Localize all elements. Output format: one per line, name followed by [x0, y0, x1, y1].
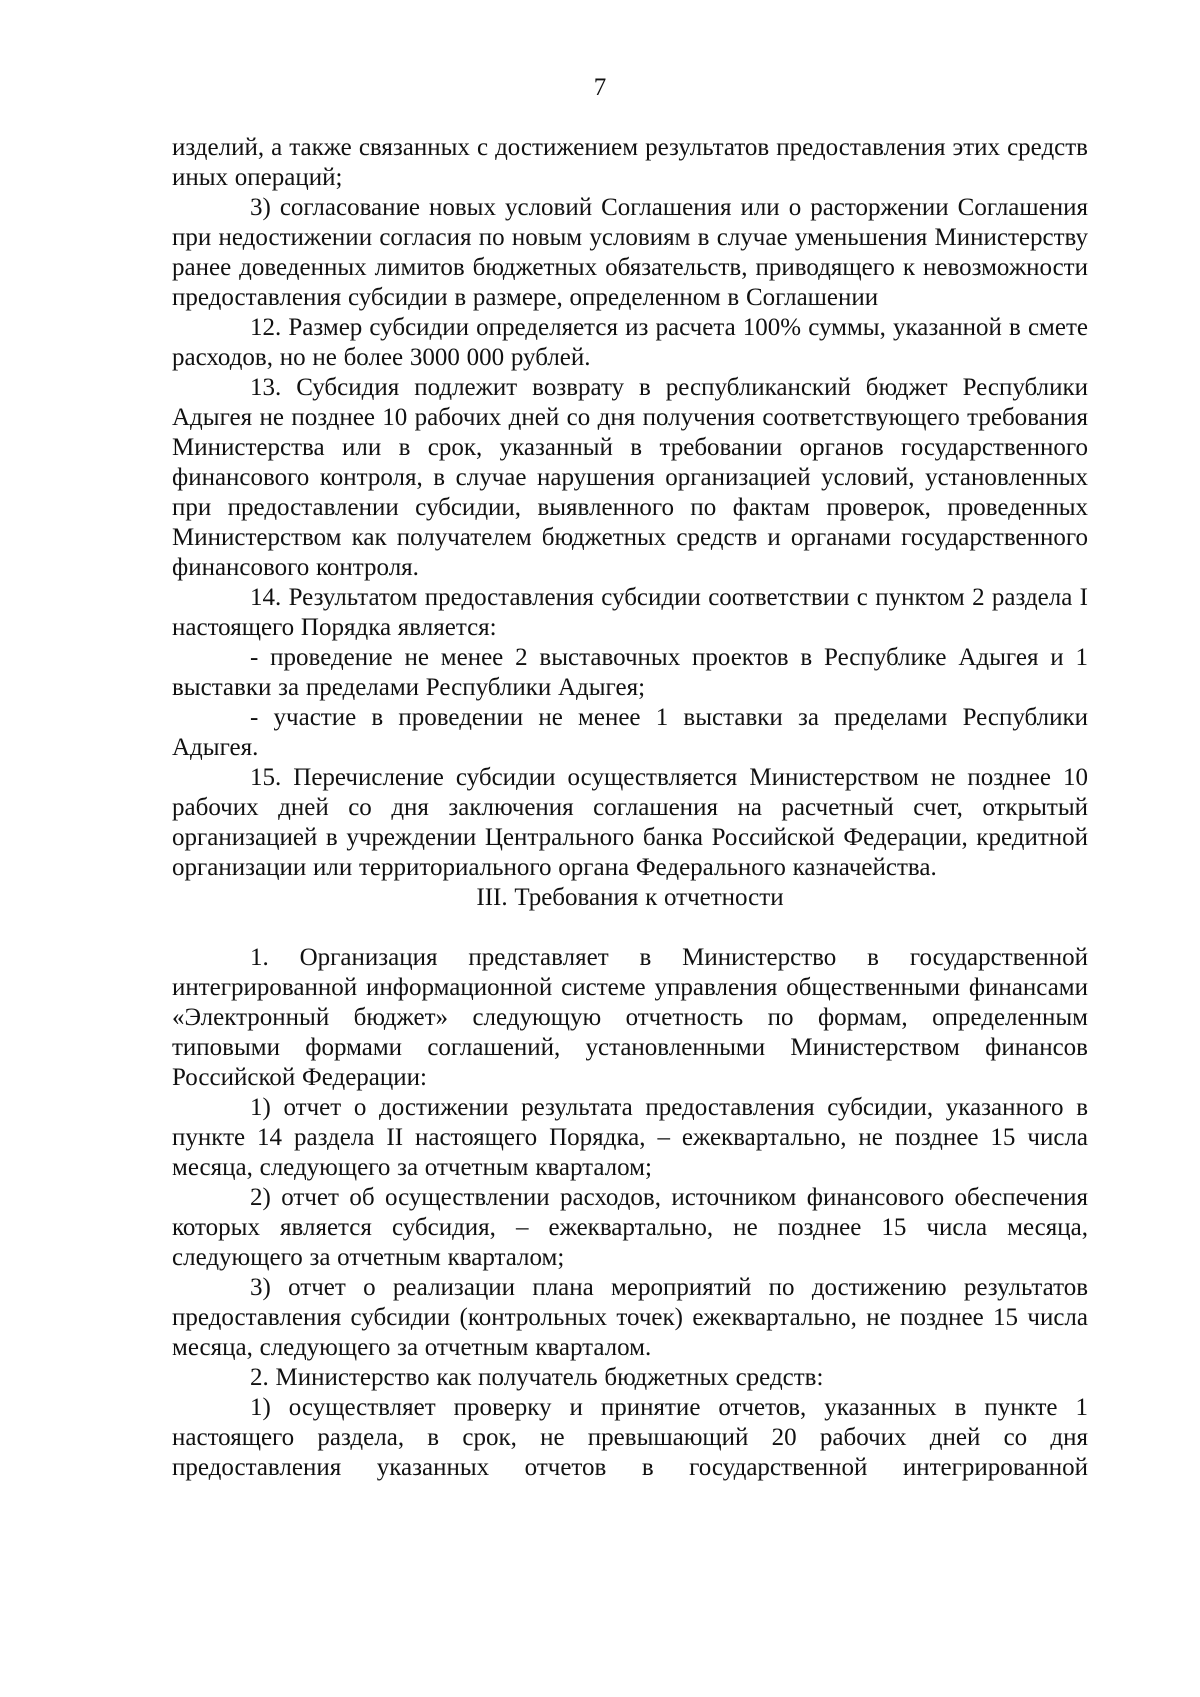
paragraph-14: 14. Результатом предоставления субсидии соответствии с пунктом 2 раздела I настоящего Порядка является:: [172, 584, 1088, 641]
paragraph-iii-1-item-2: 2) отчет об осуществлении расходов, источником финансового обеспечения которых является субсидия, – ежеквартально, не позднее 15 числа месяца, следующего за отчетным кварталом;: [172, 1184, 1088, 1271]
paragraph-15: 15. Перечисление субсидии осуществляется Министерством не позднее 10 рабочих дней со дня заключения соглашения на расчетный счет, открытый организацией в учреждении Центрального банка Российской Федерации, кредитной организации или территориального органа Федерального казначейства.: [172, 764, 1088, 881]
paragraph-continuation: изделий, а также связанных с достижением результатов предоставления этих средств иных операций;: [172, 134, 1088, 191]
paragraph-12: 12. Размер субсидии определяется из расчета 100% суммы, указанной в смете расходов, но не более 3000 000 рублей.: [172, 314, 1088, 371]
document-body: [172, 133, 1088, 1483]
paragraph-14-bullet-1: - проведение не менее 2 выставочных проектов в Республике Адыгея и 1 выставки за пределами Республики Адыгея;: [172, 644, 1088, 701]
paragraph-iii-2-item-1: 1) осуществляет проверку и принятие отчетов, указанных в пункте 1 настоящего раздела, в срок, не превышающий 20 рабочих дней со дня предоставления указанных отчетов в государственной интегрированной: [172, 1394, 1088, 1481]
paragraph-item-3: 3) согласование новых условий Соглашения или о расторжении Соглашения при недостижении согласия по новым условиям в случае уменьшения Министерству ранее доведенных лимитов бюджетных обязательств, приводящего к невозможности предоставления субсидии в размере, определенном в Соглашении: [172, 194, 1088, 311]
paragraph-iii-1: 1. Организация представляет в Министерство в государственной интегрированной информационной системе управления общественными финансами «Электронный бюджет» следующую отчетность по формам, определенным типовыми формами соглашений, установленными Министерством финансов Российской Федерации:: [172, 944, 1088, 1091]
paragraph-14-bullet-2: - участие в проведении не менее 1 выставки за пределами Республики Адыгея.: [172, 704, 1088, 761]
paragraph-13: 13. Субсидия подлежит возврату в республиканский бюджет Республики Адыгея не позднее 10 рабочих дней со дня получения соответствующего требования Министерства или в срок, указанный в требовании органов государственного финансового контроля, в случае нарушения организацией условий, установленных при предоставлении субсидии, выявленного по фактам проверок, проведенных Министерством как получателем бюджетных средств и органами государственного финансового контроля.: [172, 374, 1088, 581]
paragraph-iii-2: 2. Министерство как получатель бюджетных средств:: [250, 1364, 824, 1391]
paragraph-iii-1-item-3: 3) отчет о реализации плана мероприятий по достижению результатов предоставления субсидии (контрольных точек) ежеквартально, не позднее 15 числа месяца, следующего за отчетным кварталом.: [172, 1274, 1088, 1361]
paragraph-iii-1-item-1: 1) отчет о достижении результата предоставления субсидии, указанного в пункте 14 раздела II настоящего Порядка, – ежеквартально, не позднее 15 числа месяца, следующего за отчетным кварталом;: [172, 1094, 1088, 1181]
section-heading: III. Требования к отчетности: [476, 884, 784, 911]
page-number: 7: [593, 74, 607, 101]
